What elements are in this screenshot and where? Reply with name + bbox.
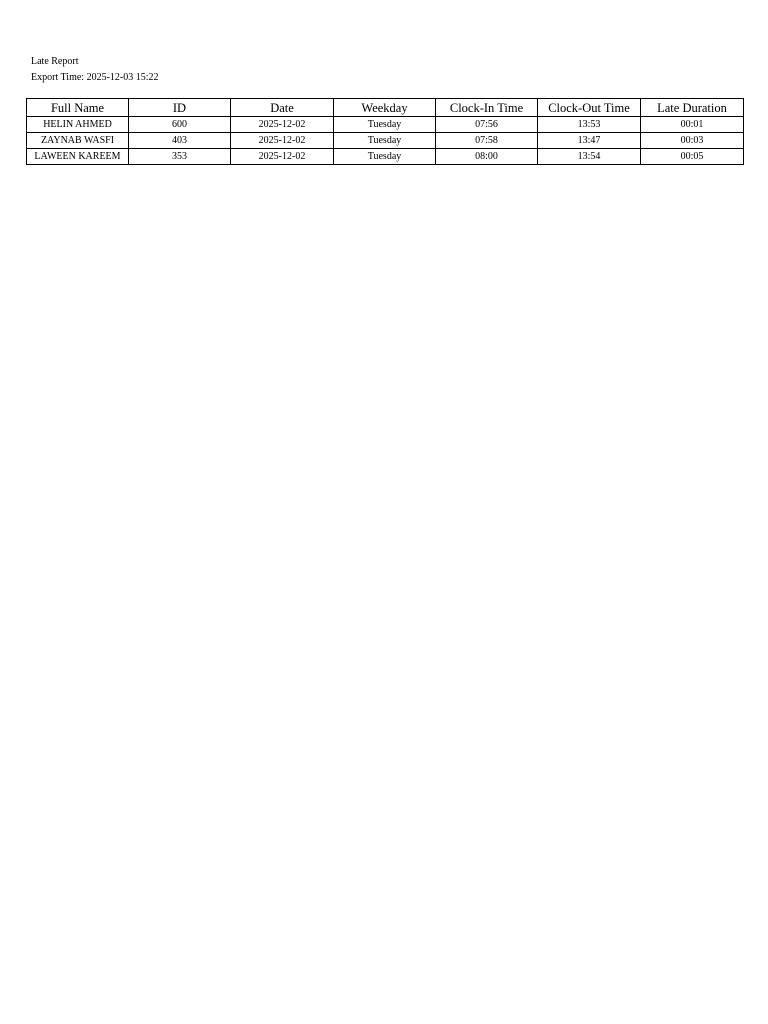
late-report-table (26, 98, 744, 165)
cell-clock-out-time: 13:53 (538, 117, 641, 133)
cell-id: 353 (129, 149, 231, 165)
column-header-id: ID (129, 99, 231, 117)
cell-full-name: HELIN AHMED (27, 117, 129, 133)
cell-clock-in-time: 08:00 (436, 149, 538, 165)
table-header-row (27, 99, 744, 117)
table-row (27, 117, 744, 133)
cell-late-duration: 00:03 (641, 133, 744, 149)
column-header-full-name: Full Name (27, 99, 129, 117)
cell-clock-in-time: 07:58 (436, 133, 538, 149)
cell-clock-out-time: 13:54 (538, 149, 641, 165)
report-header (31, 54, 159, 86)
cell-clock-in-time: 07:56 (436, 117, 538, 133)
column-header-late-duration: Late Duration (641, 99, 744, 117)
cell-full-name: ZAYNAB WASFI (27, 133, 129, 149)
cell-clock-out-time: 13:47 (538, 133, 641, 149)
table-row (27, 149, 744, 165)
column-header-clock-out-time: Clock-Out Time (538, 99, 641, 117)
cell-id: 600 (129, 117, 231, 133)
cell-late-duration: 00:01 (641, 117, 744, 133)
cell-id: 403 (129, 133, 231, 149)
cell-date: 2025-12-02 (231, 149, 334, 165)
column-header-weekday: Weekday (334, 99, 436, 117)
cell-weekday: Tuesday (334, 149, 436, 165)
cell-date: 2025-12-02 (231, 133, 334, 149)
cell-weekday: Tuesday (334, 117, 436, 133)
column-header-clock-in-time: Clock-In Time (436, 99, 538, 117)
report-title: Late Report (31, 56, 79, 67)
table-row (27, 133, 744, 149)
cell-date: 2025-12-02 (231, 117, 334, 133)
cell-weekday: Tuesday (334, 133, 436, 149)
cell-late-duration: 00:05 (641, 149, 744, 165)
cell-full-name: LAWEEN KAREEM (27, 149, 129, 165)
column-header-date: Date (231, 99, 334, 117)
export-time: Export Time: 2025-12-03 15:22 (31, 72, 159, 83)
